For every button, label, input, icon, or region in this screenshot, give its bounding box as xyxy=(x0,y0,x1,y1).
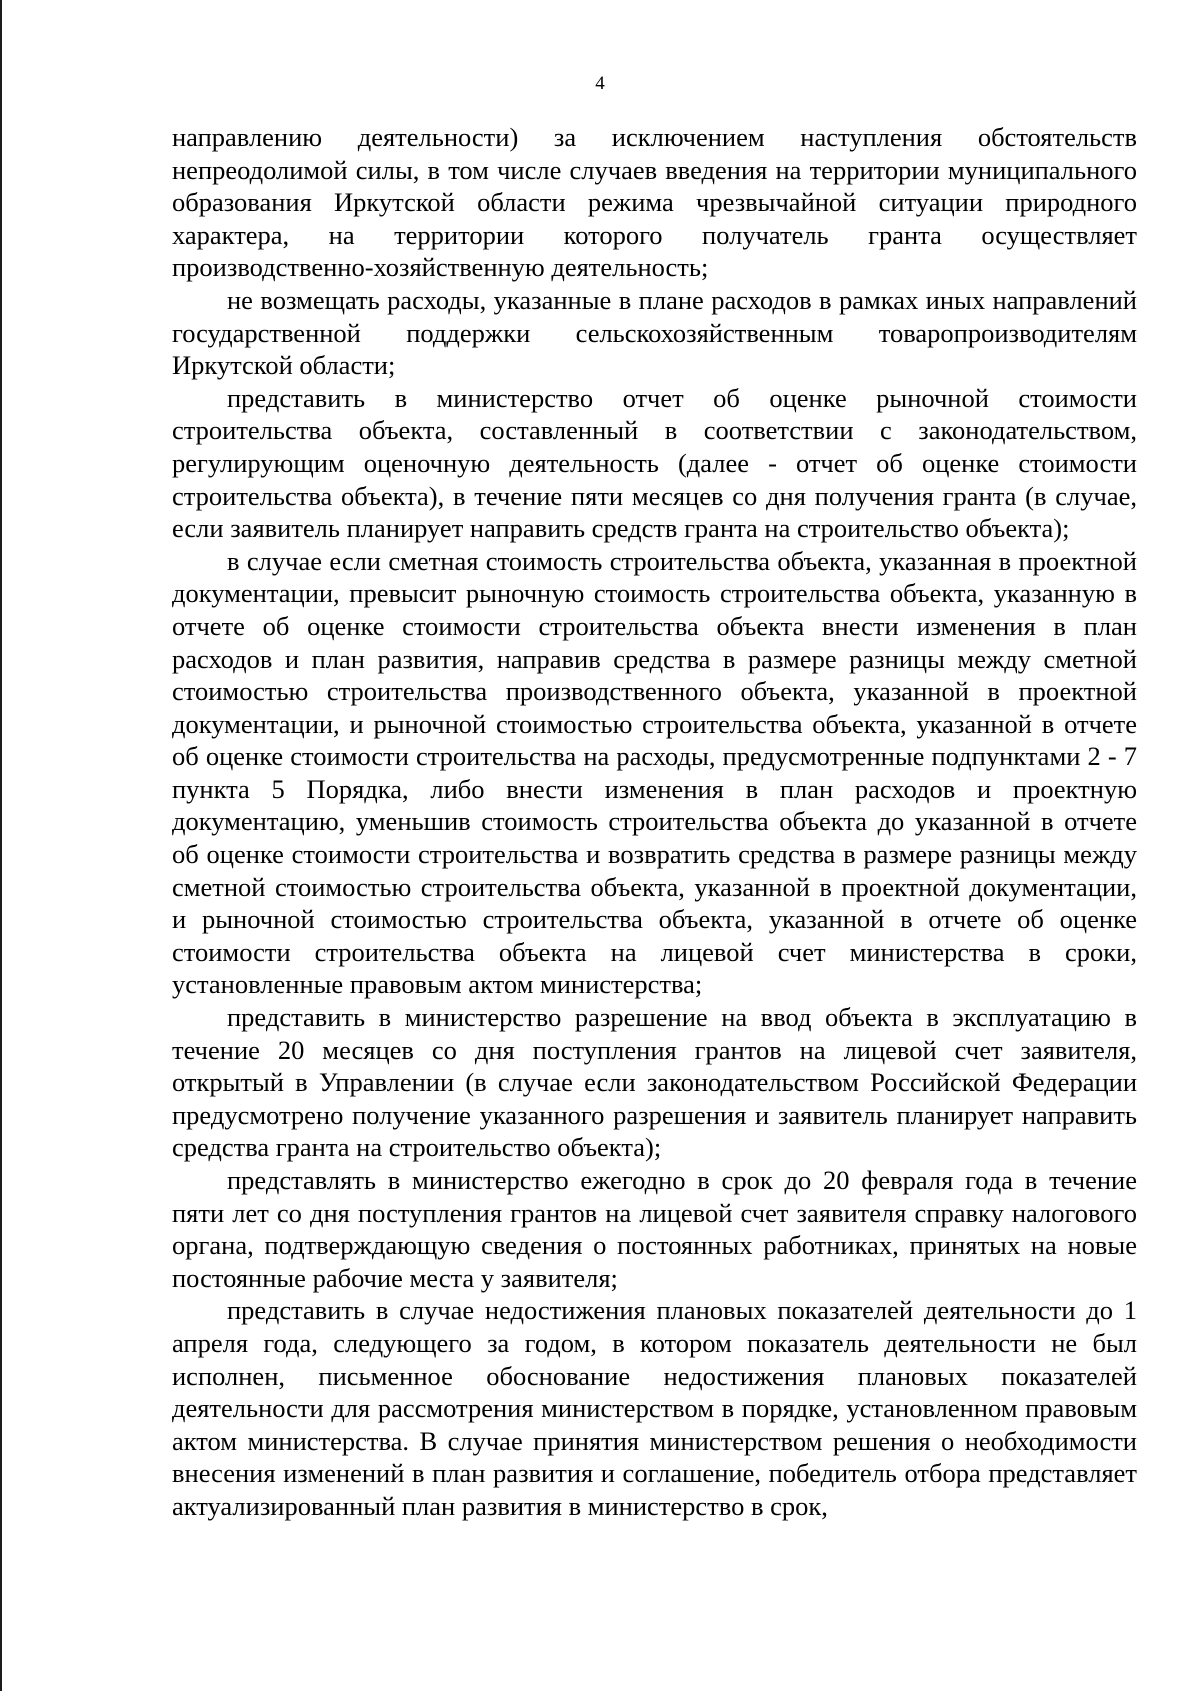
paragraph-3: представить в министерство отчет об оценке рыночной стоимости строительства объекта, составленный в соответствии с законодательством, регулирующим оценочную деятельность (далее - отчет об оценке стоимости строительства объекта), в течение пяти месяцев со дня получения гранта (в случае, если заявитель планирует направить средств гранта на строительство объекта); xyxy=(172,382,1137,544)
page-number: 4 xyxy=(595,73,605,94)
paragraph-4: в случае если сметная стоимость строительства объекта, указанная в проектной документации, превысит рыночную стоимость строительства объекта, указанную в отчете об оценке стоимости строительства объекта внести изменения в план расходов и план развития, направив средства в размере разницы между сметной стоимостью строительства производственного объекта, указанной в проектной документации, и рыночной стоимостью строительства объекта, указанной в отчете об оценке стоимости строительства на расходы, предусмотренные подпунктами 2 - 7 пункта 5 Порядка, либо внести изменения в план расходов и проектную документацию, уменьшив стоимость строительства объекта до указанной в отчете об оценке стоимости строительства и возвратить средства в размере разницы между сметной стоимостью строительства объекта, указанной в проектной документации, и рыночной стоимостью строительства объекта, указанной в отчете об оценке стоимости строительства объекта на лицевой счет министерства в сроки, установленные правовым актом министерства; xyxy=(172,545,1137,1000)
paragraph-1: направлению деятельности) за исключением наступления обстоятельств непреодолимой силы, в том числе случаев введения на территории муниципального образования Иркутской области режима чрезвычайной ситуации природного характера, на территории которого получатель гранта осуществляет производственно-хозяйственную деятельность; xyxy=(172,122,1137,283)
paragraph-6: представлять в министерство ежегодно в срок до 20 февраля года в течение пяти лет со дня поступления грантов на лицевой счет заявителя справку налогового органа, подтверждающую сведения о постоянных работниках, принятых на новые постоянные рабочие места у заявителя; xyxy=(172,1165,1137,1293)
paragraph-2: не возмещать расходы, указанные в плане расходов в рамках иных направлений государственной поддержки сельскохозяйственным товаропроизводителям Иркутской области; xyxy=(172,284,1137,381)
paragraph-5: представить в министерство разрешение на ввод объекта в эксплуатацию в течение 20 месяцев со дня поступления грантов на лицевой счет заявителя, открытый в Управлении (в случае если законодательством Российской Федерации предусмотрено получение указанного разрешения и заявитель планирует направить средства гранта на строительство объекта); xyxy=(172,1002,1137,1163)
document-body xyxy=(172,121,1137,1523)
page-left-edge xyxy=(0,0,2,1691)
paragraph-7: представить в случае недостижения плановых показателей деятельности до 1 апреля года, следующего за годом, в котором показатель деятельности не был исполнен, письменное обоснование недостижения плановых показателей деятельности для рассмотрения министерством в порядке, установленном правовым актом министерства. В случае принятия министерством решения о необходимости внесения изменений в план развития и соглашение, победитель отбора представляет актуализированный план развития в министерство в срок, xyxy=(172,1295,1137,1521)
